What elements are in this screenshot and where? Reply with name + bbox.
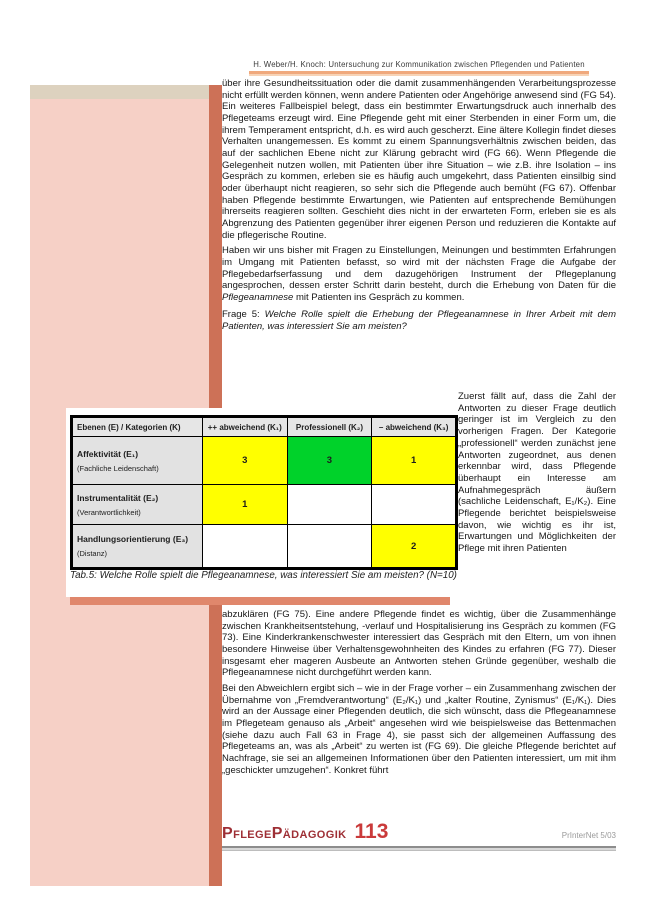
decorative-beige-strip (30, 85, 222, 99)
row-label-title: Affektivität (E₁) (77, 448, 139, 459)
paragraph-4: abzuklären (FG 75). Eine andere Pflegende findet es wichtig, über die Zusammenhänge zwischen Krankheitsentstehung, -verlauf und Hospitalisierung ins Gespräch zu kommen (FG 73). Eine Kinderkrankenschwester interessiert das Gespräch mit den Eltern, um von ihnen besondere Hinweise über Verhaltensgewohnheiten des Kindes zu erfahren (FG 77). Dieser insgesamt eher mageren Ausbeute an Antworten stehen Gründe gegenüber, weshalb die Pflegeanamnese nicht durchgeführt werden kann. (222, 609, 616, 679)
paragraph-2 (222, 245, 616, 303)
table-header-k1: ++ abweichend (K₁) (202, 417, 287, 437)
cell-e3-k2 (287, 525, 372, 569)
paragraph-2-post: mit Patienten ins Gespräch zu kommen. (293, 291, 465, 303)
main-text-column (222, 78, 616, 337)
journal-title: PflegePädagogik (222, 825, 347, 842)
continuation-column (222, 609, 616, 780)
row-label-subtitle: (Fachliche Leidenschaft) (77, 463, 159, 473)
table-row-handlungsorientierung (72, 525, 457, 569)
paragraph-2-pre: Haben wir uns bisher mit Fragen zu Einstellungen, Meinungen und bestimmten Erfahrungen im Umgang mit Patienten befasst, so wird mit der nächsten Frage die Aufgabe der Pflegebedarfserfassung und dem dazugehörigen Instrument der Pflegeplanung angesprochen, dessen erster Schritt darin besteht, durch die Erhebung von Daten für die (222, 245, 616, 292)
question-paragraph (222, 309, 616, 332)
footer-rule (222, 846, 616, 851)
row-label-subtitle: (Verantwortlichkeit) (77, 507, 141, 517)
question-label: Frage 5: (222, 309, 260, 321)
row-label-handlungsorientierung (72, 525, 203, 569)
decorative-divider-bar (70, 597, 450, 605)
footer-masthead (222, 820, 388, 844)
page-footer (222, 820, 616, 851)
cell-e1-k2: 3 (287, 437, 372, 485)
row-label-title: Handlungsorientierung (E₃) (77, 534, 189, 544)
cell-e2-k2 (287, 485, 372, 525)
table-header-levels: Ebenen (E) / Kategorien (K) (72, 417, 203, 437)
table-row-instrumentalitaet (72, 485, 457, 525)
row-label-title: Instrumentalität (E₂) (77, 492, 159, 503)
table-header-k3: – abweichend (K₃) (372, 417, 457, 437)
issue-label: PrInterNet 5/03 (561, 831, 616, 840)
right-text-column: Zuerst fällt auf, dass die Zahl der Antworten zu dieser Frage deutlich geringer ist im Vergleich zu den vorherigen Fragen. Der Kategorie „professionell“ werden zunächst jene Antworten zugeordnet, aus denen erkennbar wird, dass Pflegende überhaupt ein Interesse am Aufnahmegespräch äußern (sachliche Leidenschaft, E₁/K₂). Eine Pflegende berichtet beispielsweise davon, wie wichtig es ihr ist, Erwartungen und Möglichkeiten der Pflege mit ihren Patienten (458, 391, 616, 555)
cell-e1-k3: 1 (372, 437, 457, 485)
table-row-affektivitaet (72, 437, 457, 485)
row-label-instrumentalitaet (72, 485, 203, 525)
table-header-k2: Professionell (K₂) (287, 417, 372, 437)
table-header-row (72, 417, 457, 437)
cell-e2-k1: 1 (202, 485, 287, 525)
cell-e1-k1: 3 (202, 437, 287, 485)
running-header-text: H. Weber/H. Knoch: Untersuchung zur Kommunikation zwischen Pflegenden und Patienten (249, 60, 589, 74)
page-number: 113 (354, 820, 389, 843)
paragraph-5: Bei den Abweichlern ergibt sich – wie in der Frage vorher – ein Zusammenhang zwischen der Übernahme von „Fremdverantwortung“ (E₂/K₁) und „kalter Routine, Zynismus“ (E₁/K₁). Dies wird an der Aussage einer Pflegenden deutlich, die sich wünscht, dass die Pflegeanamnese im Pflegeteam genauso als „Arbeit“ angesehen wird wie beispielsweise das Bettenmachen (siehe dazu auch Fall 63 in Frage 4), sie passt sich der allgemeinen Auffassung des Pflegeteams an, was als „Arbeit“ zu werten ist (FG 69). Die gleiche Pflegende berichtet auf Nachfrage, sie sei an allgemeinen Informationen über den Patienten interessiert, um mit ihm „geschickter umzugehen“. Konkret führt (222, 682, 616, 776)
cell-e3-k3: 2 (372, 525, 457, 569)
paragraph-1: über ihre Gesundheitssituation oder die damit zusammenhängenden Verarbeitungsprozesse nicht erfüllt werden können, wenn andere Patienten oder Angehörige anwesend sind (FG 54). Ein weiteres Fallbeispiel belegt, dass ein bestimmter Erwartungsdruck auch innerhalb des Pflegeteams erzeugt wird. Eine Pflegende geht mit einer Sterbenden in einer Form um, die ihrem Temperament entspricht, d.h. es wird auch gescherzt. Eine ältere Kollegin findet dieses Verhalten unangemessen. Es kommt zu einem Spannungsverhältnis zwischen beiden, das auf der sachlichen Ebene nicht zur Klärung gebracht wird (FG 66). Wenn Pflegende die Gelegenheit nutzen wollen, mit Patienten über ihre Situation – wie z.B. ihre Isolation – ins Gespräch zu kommen, erleben sie es häufig auch umgekehrt, dass Patienten einsilbig sind oder überhaupt nicht reagieren, so sehr sich die Pflegende auch bemüht (FG 67). Offenbar haben Pflegende bestimmte Erwartungen, wie Patienten auf entsprechende Bemühungen ihrerseits reagieren sollten. Geschieht dies nicht in der erwarteten Form, erleben sie es als Abgrenzung des Patienten gegenüber ihrer eigenen Person und reduzieren die Kontakte auf die pflegerische Routine. (222, 78, 616, 241)
table-caption: Tab.5: Welche Rolle spielt die Pflegeanamnese, was interessiert Sie am meisten? (N=10) (70, 570, 457, 581)
row-label-subtitle: (Distanz) (77, 549, 108, 558)
running-header (222, 54, 616, 74)
row-label-affektivitaet (72, 437, 203, 485)
paragraph-2-term: Pflegeanamnese (222, 291, 294, 303)
cell-e2-k3 (372, 485, 457, 525)
question-text: Welche Rolle spielt die Erhebung der Pflegeanamnese in Ihrer Arbeit mit dem Patienten, was interessiert Sie am meisten? (222, 309, 616, 333)
results-table (70, 415, 458, 570)
cell-e3-k1 (202, 525, 287, 569)
